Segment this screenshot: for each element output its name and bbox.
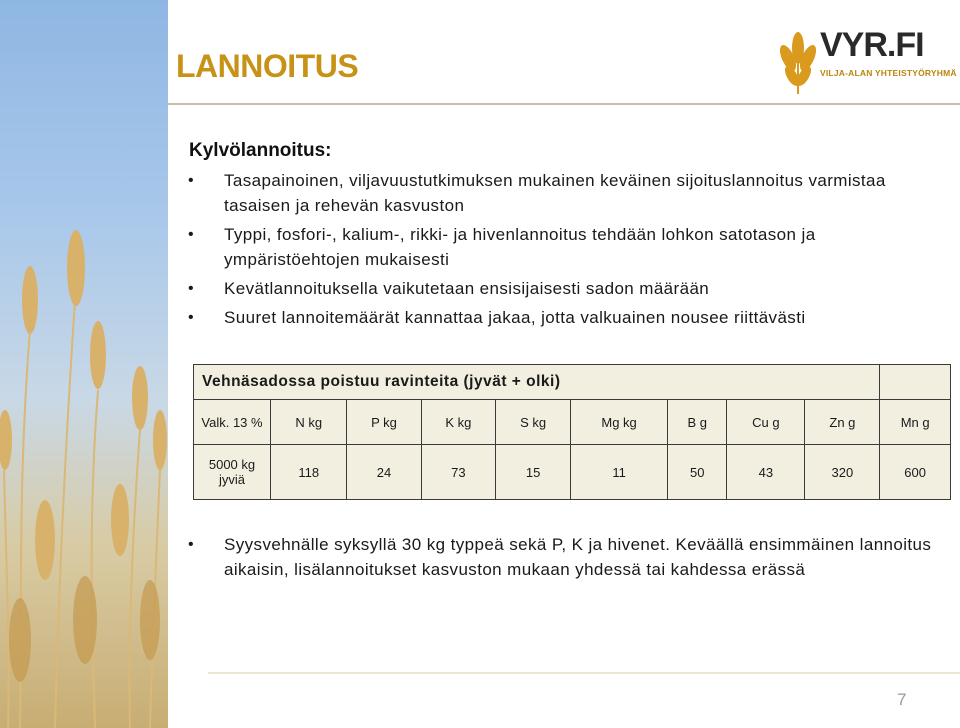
closing-bullet-list xyxy=(186,532,946,586)
header-cell: P kg xyxy=(347,400,421,445)
header-cell: K kg xyxy=(421,400,496,445)
header-cell: S kg xyxy=(496,400,571,445)
data-cell: 320 xyxy=(805,445,880,500)
header-cell: Cu g xyxy=(727,400,805,445)
header-cell: Zn g xyxy=(805,400,880,445)
table-header-row xyxy=(194,400,951,445)
logo-name: VYR.FI xyxy=(820,26,924,64)
nutrient-table xyxy=(193,364,951,500)
bullet-item: • Suuret lannoitemäärät kannattaa jakaa, jotta valkuainen nousee riittävästi xyxy=(186,305,946,330)
title-divider xyxy=(168,103,960,105)
header-cell: N kg xyxy=(271,400,347,445)
bullet-item: • Tasapainoinen, viljavuustutkimuksen mukainen keväinen sijoituslannoitus varmistaa tasaisen ja rehevän kasvuston xyxy=(186,168,946,218)
data-cell: 43 xyxy=(727,445,805,500)
data-cell: 5000 kg jyviä xyxy=(194,445,271,500)
bullet-item: • Kevätlannoituksella vaikutetaan ensisijaisesti sadon määrään xyxy=(186,276,946,301)
table-caption: Vehnäsadossa poistuu ravinteita (jyvät + olki) xyxy=(194,365,880,400)
bullet-list xyxy=(186,168,946,334)
header-cell: B g xyxy=(668,400,727,445)
header-cell: Mg kg xyxy=(570,400,667,445)
data-cell: 50 xyxy=(668,445,727,500)
logo-tagline: VILJA-ALAN YHTEISTYÖRYHMÄ xyxy=(820,68,957,78)
data-cell: 600 xyxy=(880,445,951,500)
data-cell: 118 xyxy=(271,445,347,500)
header-cell: Valk. 13 % xyxy=(194,400,271,445)
bullet-item: • Typpi, fosfori-, kalium-, rikki- ja hivenlannoitus tehdään lohkon satotason ja ympäristöehtojen mukaisesti xyxy=(186,222,946,272)
table-caption-empty xyxy=(880,365,951,400)
data-cell: 15 xyxy=(496,445,571,500)
page-number: 7 xyxy=(897,690,907,709)
data-cell: 73 xyxy=(421,445,496,500)
bullet-item: • Syysvehnälle syksyllä 30 kg typpeä sekä P, K ja hivenet. Keväällä ensimmäinen lannoitus aikaisin, lisälannoitukset kasvuston mukaan yhdessä tai kahdessa erässä xyxy=(186,532,946,582)
data-cell: 24 xyxy=(347,445,421,500)
table-row xyxy=(194,445,951,500)
wheat-field-photo xyxy=(0,0,168,728)
section-heading: Kylvölannoitus: xyxy=(189,140,332,161)
header-cell: Mn g xyxy=(880,400,951,445)
footer-divider xyxy=(208,672,960,674)
data-cell: 11 xyxy=(570,445,667,500)
slide-title: LANNOITUS xyxy=(176,48,359,84)
